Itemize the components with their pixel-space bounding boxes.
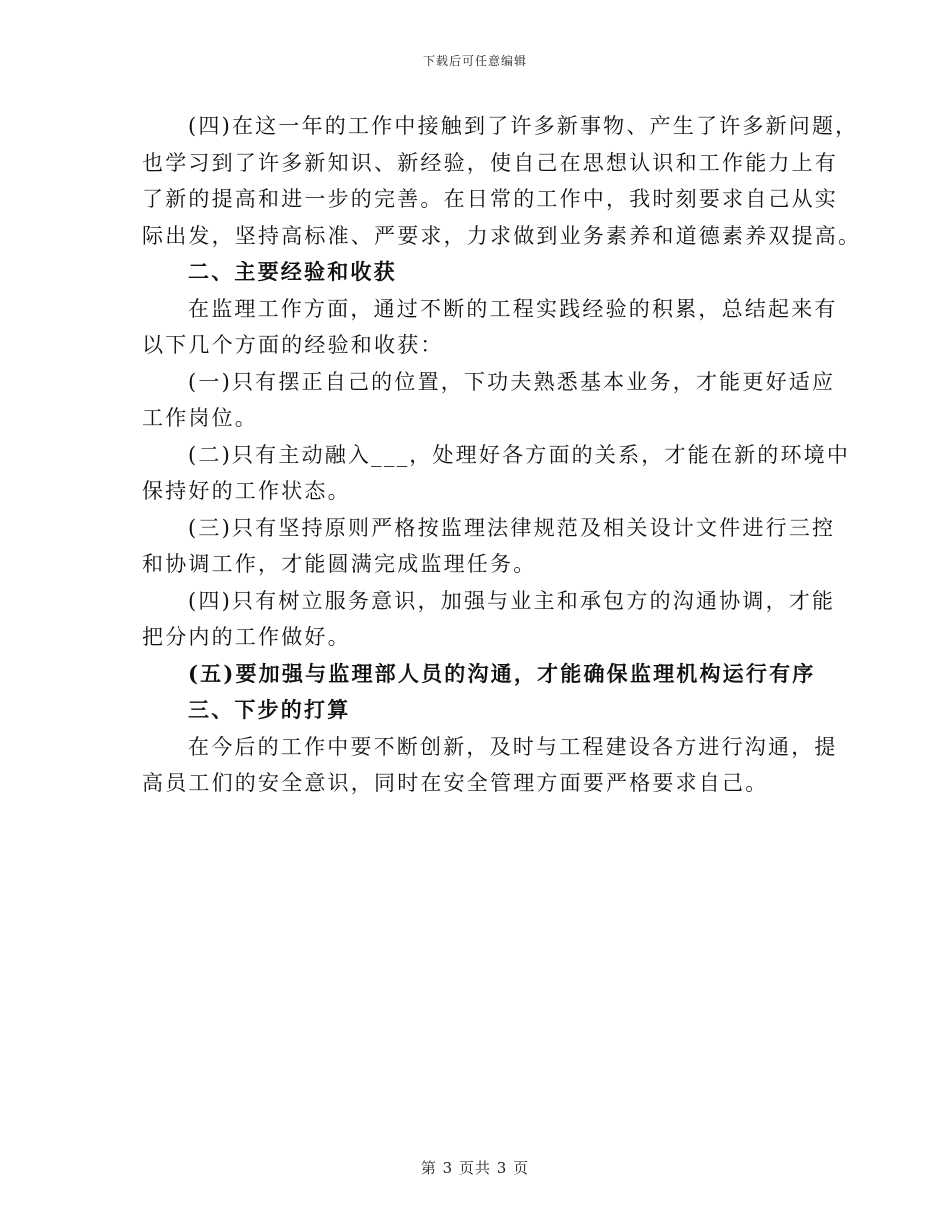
paragraph-line: 把分内的工作做好。: [142, 625, 351, 649]
paragraph-line: (三)只有坚持原则严格按监理法律规范及相关设计文件进行三控: [188, 515, 836, 540]
paragraph-line: 保持好的工作状态。: [142, 479, 351, 503]
bold-paragraph-line: (五)要加强与监理部人员的沟通，才能确保监理机构运行有序: [188, 660, 816, 686]
paragraph-line: 高员工们的安全意识，同时在安全管理方面要严格要求自己。: [142, 771, 769, 795]
paragraph-line: (一)只有摆正自己的位置，下功夫熟悉基本业务，才能更好适应: [188, 369, 836, 394]
document-body: [142, 108, 862, 802]
paragraph-line: (二)只有主动融入___，处理好各方面的关系，才能在新的环境中: [188, 442, 851, 467]
paragraph-line: 和协调工作，才能圆满完成监理任务。: [142, 552, 537, 576]
paragraph-line: 在今后的工作中要不断创新，及时与工程建设各方进行沟通，提: [188, 734, 838, 759]
page-header: 下载后可任意编辑: [422, 54, 527, 68]
page-footer: 第 3 页共 3 页: [420, 1159, 530, 1177]
section-heading-2: 二、主要经验和收获: [188, 259, 397, 284]
paragraph-line: 以下几个方面的经验和收获：: [142, 333, 444, 357]
paragraph-line: 也学习到了许多新知识、新经验，使自己在思想认识和工作能力上有: [142, 150, 838, 175]
paragraph-line: (四)只有树立服务意识，加强与业主和承包方的沟通协调，才能: [188, 588, 836, 613]
paragraph-line: 际出发，坚持高标准、严要求，力求做到业务素养和道德素养双提高。: [142, 223, 862, 248]
paragraph-line: 了新的提高和进一步的完善。在日常的工作中，我时刻要求自己从实: [142, 187, 838, 211]
paragraph-line: (四)在这一年的工作中接触到了许多新事物、产生了许多新问题，: [188, 114, 859, 138]
paragraph-line: 工作岗位。: [142, 406, 258, 430]
section-heading-3: 三、下步的打算: [188, 697, 351, 722]
paragraph-line: 在监理工作方面，通过不断的工程实践经验的积累，总结起来有: [188, 296, 838, 321]
